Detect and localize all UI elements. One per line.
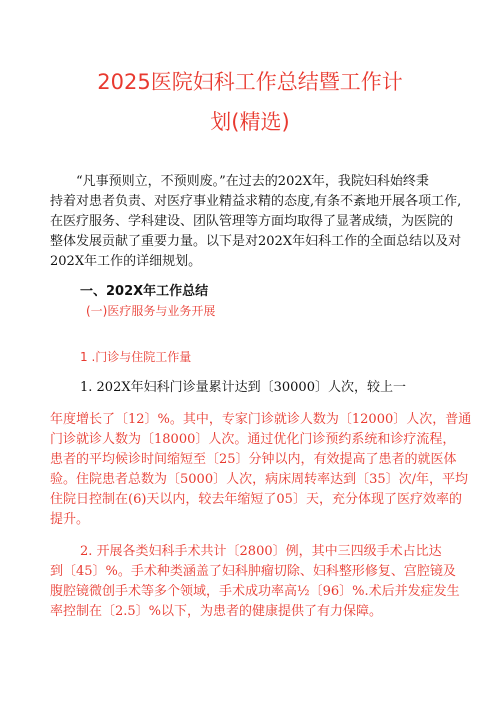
paragraph-line: 率控制在〔2.5〕%以下，为患者的健康提供了有力保障。 (50, 604, 383, 619)
document-title-line-1: 2025医院妇科工作总结暨工作计 (97, 70, 403, 94)
sub-subsection-heading: 1 .门诊与住院工作量 (80, 350, 192, 364)
paragraph-line: 年度增长了〔12〕%。其中，专家门诊就诊人数为〔12000〕人次，普通 (50, 412, 472, 427)
outpatient-paragraph (50, 378, 472, 530)
paragraph-line: 到〔45〕%。手术种类涵盖了妇科肿瘤切除、妇科整形修复、宫腔镜及 (50, 564, 456, 579)
intro-paragraph (50, 172, 462, 272)
section-heading: 一、202X年工作总结 (80, 284, 209, 299)
paragraph-line: 1. 202X年妇科门诊量累计达到〔30000〕人次，较上一 (80, 380, 406, 395)
paragraph-line: 腹腔镜微创手术等多个领域，手术成功率高½〔96〕%.术后并发症发生 (50, 584, 460, 599)
intro-line: 整体发展贡献了重要力量。以下是对202X年妇科工作的全面总结以及对 (50, 234, 462, 249)
paragraph-line: 提升。 (50, 512, 90, 527)
paragraph-line: 2. 开展各类妇科手术共计〔2800〕例，其中三四级手术占比达 (80, 544, 442, 559)
intro-line: 持着对患者负责、对医疗事业精益求精的态度,有条不紊地开展各项工作, (50, 194, 462, 209)
document-title-line-2: 划(精选) (210, 110, 290, 134)
paragraph-line: 门诊就诊人数为〔18000〕人次。通过优化门诊预约系统和诊疗流程， (50, 432, 456, 447)
subsection-heading: (一)医疗服务与业务开展 (86, 304, 216, 318)
surgery-paragraph (50, 542, 460, 622)
intro-line: 202X年工作的详细规划。 (50, 254, 202, 269)
paragraph-line: 住院日控制在(6)天以内，较去年缩短了05〕天，充分体现了医疗效率的 (50, 492, 462, 507)
paragraph-line: 患者的平均候诊时间缩短至〔25〕分钟以内，有效提高了患者的就医体 (50, 452, 457, 467)
intro-line: “凡事预则立，不预则废。”在过去的202X年，我院妇科始终秉 (76, 174, 429, 189)
intro-line: 在医疗服务、学科建设、团队管理等方面均取得了显著成绩，为医院的 (50, 214, 454, 229)
paragraph-line: 验。住院患者总数为〔5000〕人次，病床周转率达到〔35〕次/年，平均 (50, 472, 469, 487)
